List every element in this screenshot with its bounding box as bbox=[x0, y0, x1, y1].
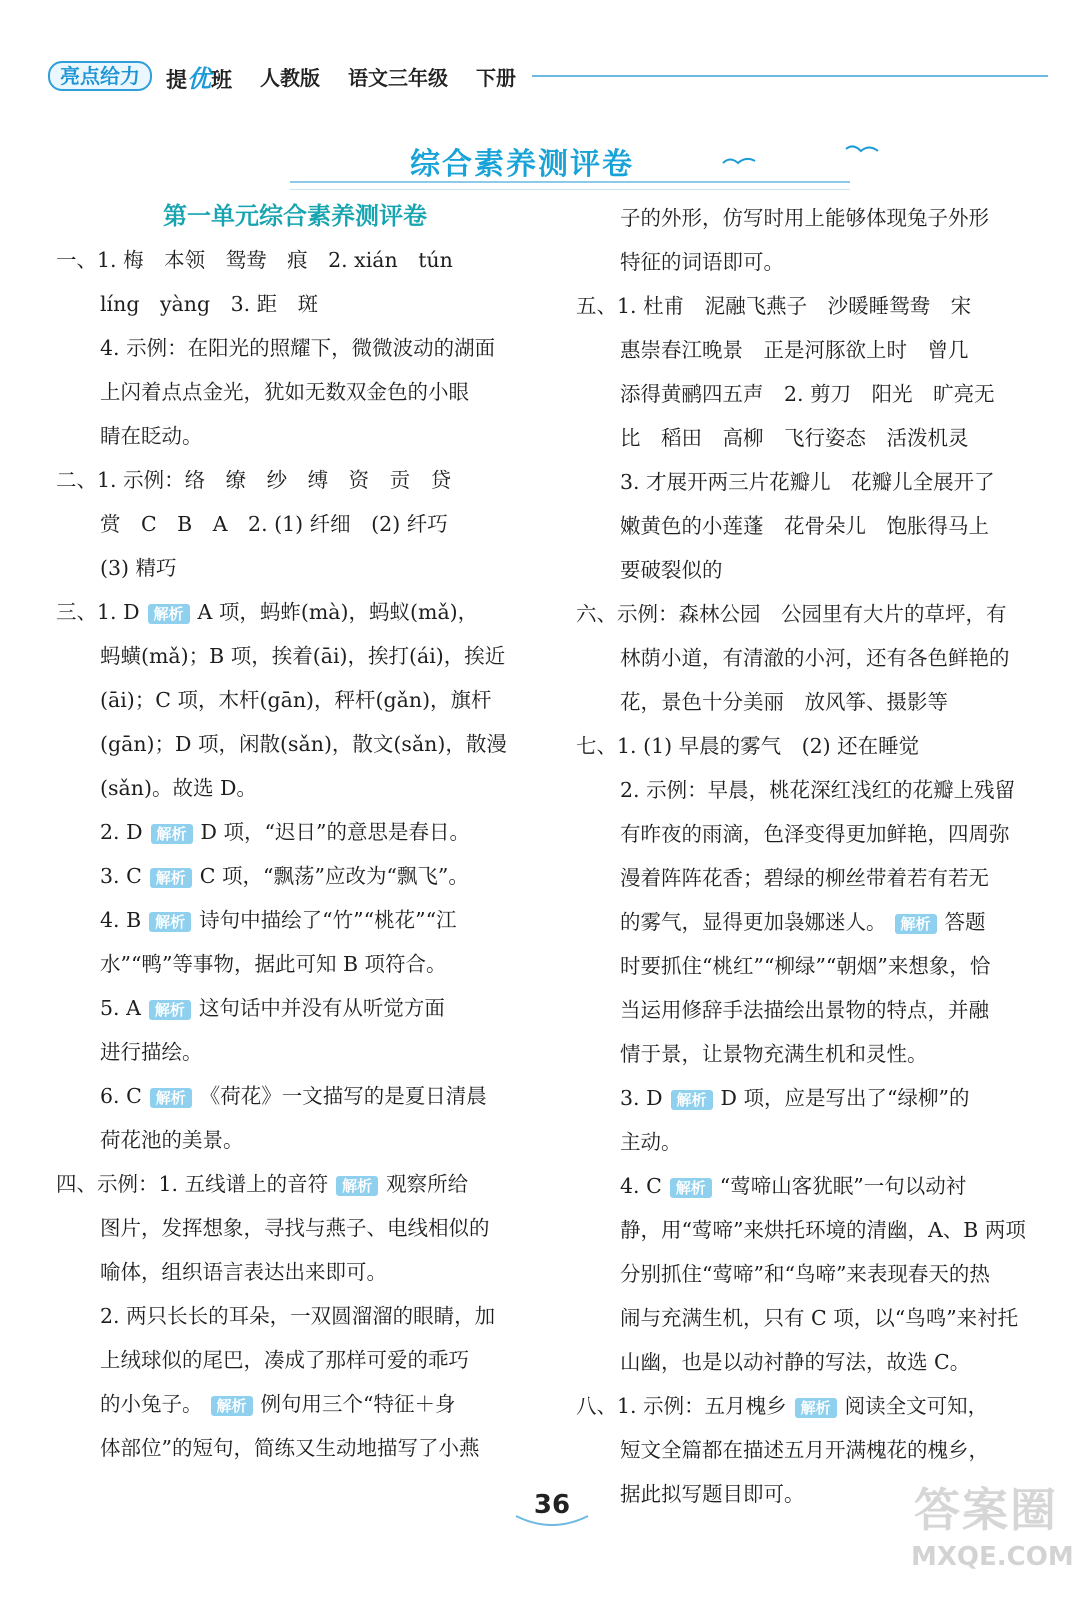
answer-line bbox=[576, 900, 1052, 944]
left-answer-lines bbox=[56, 238, 534, 1470]
analysis-text: 这句话中并没有从听觉方面 bbox=[198, 996, 445, 1020]
analysis-tag: 解析 bbox=[150, 1088, 192, 1108]
answer-text: 体部位”的短句，简练又生动地描写了小燕 bbox=[100, 1436, 480, 1460]
answer-line bbox=[56, 546, 534, 590]
answer-text: líng yàng 3. 距 斑 bbox=[100, 292, 319, 316]
analysis-tag: 解析 bbox=[670, 1178, 712, 1198]
answer-line bbox=[56, 238, 534, 282]
answer-text: 3. 才展开两三片花瓣儿 花瓣儿全展开了 bbox=[620, 470, 995, 494]
watermark-logo: 答案圈 bbox=[914, 1483, 1058, 1537]
answer-line bbox=[576, 1164, 1052, 1208]
answer-line bbox=[56, 766, 534, 810]
left-column bbox=[56, 196, 534, 1470]
analysis-tag: 解析 bbox=[895, 914, 937, 934]
brand-logo: 亮点给力 bbox=[48, 61, 152, 91]
answer-line bbox=[576, 592, 1052, 636]
answer-text: 比 稻田 高柳 飞行姿态 活泼机灵 bbox=[620, 426, 969, 450]
answer-text: 睛在眨动。 bbox=[100, 424, 203, 448]
answer-line bbox=[576, 1208, 1052, 1252]
answer-line bbox=[576, 240, 1052, 284]
series-mid: 优 bbox=[187, 64, 211, 93]
answer-line bbox=[576, 1120, 1052, 1164]
answer-line bbox=[56, 986, 534, 1030]
answer-text: 嫩黄色的小莲蓬 花骨朵儿 饱胀得马上 bbox=[620, 514, 989, 538]
answer-text: 据此拟写题目即可。 bbox=[620, 1482, 805, 1506]
answer-line bbox=[576, 988, 1052, 1032]
analysis-text: 《荷花》一文描写的是夏日清晨 bbox=[199, 1084, 487, 1108]
answer-line bbox=[56, 414, 534, 458]
answer-line bbox=[576, 196, 1052, 240]
answer-line bbox=[56, 1250, 534, 1294]
answer-text: 漫着阵阵花香；碧绿的柳丝带着若有若无 bbox=[620, 866, 989, 890]
answer-line bbox=[576, 1296, 1052, 1340]
answer-text: 3. D bbox=[620, 1086, 663, 1110]
analysis-tag: 解析 bbox=[795, 1398, 837, 1418]
analysis-text: C 项，“飘荡”应改为“飘飞”。 bbox=[199, 864, 469, 888]
answer-text: 五、1. 杜甫 泥融飞燕子 沙暖睡鸳鸯 宋 bbox=[576, 294, 972, 318]
section-title: 综合素养测评卷 bbox=[410, 147, 634, 182]
answer-text: 5. A bbox=[100, 996, 141, 1020]
answer-line bbox=[56, 1118, 534, 1162]
answer-text: 6. C bbox=[100, 1084, 142, 1108]
series-post: 班 bbox=[211, 67, 232, 92]
subject-label: 语文三年级 bbox=[348, 65, 448, 90]
answer-line bbox=[56, 326, 534, 370]
volume-label: 下册 bbox=[476, 65, 516, 90]
answer-text: 图片，发挥想象，寻找与燕子、电线相似的 bbox=[100, 1216, 490, 1240]
analysis-text: D 项，应是写出了“绿柳”的 bbox=[720, 1086, 970, 1110]
answer-line bbox=[576, 1032, 1052, 1076]
answer-text: (gān)；D 项，闲散(sǎn)，散文(sǎn)，散漫 bbox=[100, 732, 507, 756]
analysis-text: 答题 bbox=[944, 910, 986, 934]
answer-line bbox=[576, 1340, 1052, 1384]
answer-text: 惠崇春江晚景 正是河豚欲上时 曾几 bbox=[620, 338, 969, 362]
answer-text: 2. 两只长长的耳朵，一双圆溜溜的眼睛，加 bbox=[100, 1304, 496, 1328]
answer-line bbox=[576, 328, 1052, 372]
answer-text: 喻体，组织语言表达出来即可。 bbox=[100, 1260, 387, 1284]
answer-line bbox=[56, 1074, 534, 1118]
answer-line bbox=[576, 856, 1052, 900]
answer-line bbox=[576, 680, 1052, 724]
answer-line bbox=[56, 634, 534, 678]
answer-text: 有昨夜的雨滴，色泽变得更加鲜艳，四周弥 bbox=[620, 822, 1010, 846]
watermark bbox=[911, 1480, 1074, 1590]
answer-line bbox=[56, 1338, 534, 1382]
answer-text: 的雾气，显得更加袅娜迷人。 bbox=[620, 910, 887, 934]
analysis-tag: 解析 bbox=[671, 1090, 713, 1110]
page-number: 36 bbox=[533, 1490, 571, 1520]
answer-text: 的小兔子。 bbox=[100, 1392, 203, 1416]
answer-text: 2. 示例：早晨，桃花深红浅红的花瓣上残留 bbox=[620, 778, 1016, 802]
answer-line bbox=[56, 458, 534, 502]
answer-line bbox=[576, 636, 1052, 680]
answer-text: (3) 精巧 bbox=[100, 556, 177, 580]
answer-line bbox=[56, 722, 534, 766]
answer-text: 时要抓住“桃红”“柳绿”“朝烟”来想象，恰 bbox=[620, 954, 991, 978]
answer-line bbox=[56, 1294, 534, 1338]
unit-subtitle: 第一单元综合素养测评卷 bbox=[163, 202, 427, 230]
answer-text: 特征的词语即可。 bbox=[620, 250, 784, 274]
answer-line bbox=[576, 812, 1052, 856]
answer-text: 要破裂似的 bbox=[620, 558, 723, 582]
answer-text: 闹与充满生机，只有 C 项，以“鸟鸣”来衬托 bbox=[620, 1306, 1019, 1330]
analysis-tag: 解析 bbox=[211, 1396, 253, 1416]
answer-text: (āi)；C 项，木杆(gān)，秤杆(gǎn)，旗杆 bbox=[100, 688, 492, 712]
header-rule bbox=[532, 75, 1048, 77]
section-title-band bbox=[290, 135, 870, 195]
answer-text: 水”“鸭”等事物，据此可知 B 项符合。 bbox=[100, 952, 447, 976]
right-answer-lines bbox=[576, 196, 1052, 1516]
answer-text: 八、1. 示例：五月槐乡 bbox=[576, 1394, 787, 1418]
answer-line bbox=[56, 942, 534, 986]
answer-line bbox=[56, 370, 534, 414]
series-pre: 提 bbox=[166, 67, 187, 92]
answer-text: 静，用“莺啼”来烘托环境的清幽，A、B 两项 bbox=[620, 1218, 1026, 1242]
answer-text: 短文全篇都在描述五月开满槐花的槐乡， bbox=[620, 1438, 989, 1462]
answer-text: 二、1. 示例：络 缭 纱 缚 资 贡 贷 bbox=[56, 468, 452, 492]
analysis-text: 阅读全文可知， bbox=[844, 1394, 989, 1418]
answer-line bbox=[56, 810, 534, 854]
answer-line bbox=[576, 1252, 1052, 1296]
answer-text: 赏 C B A 2. (1) 纤细 (2) 纤巧 bbox=[100, 512, 448, 536]
bird-icon bbox=[722, 155, 756, 169]
answer-line bbox=[56, 590, 534, 634]
answer-text: 蚂蟥(mǎ)；B 项，挨着(āi)，挨打(ái)，挨近 bbox=[100, 644, 506, 668]
answer-text: 上闪着点点金光，犹如无数双金色的小眼 bbox=[100, 380, 469, 404]
answer-text: 4. B bbox=[100, 908, 142, 932]
answer-text: 七、1. (1) 早晨的雾气 (2) 还在睡觉 bbox=[576, 734, 920, 758]
answer-text: 分别抓住“莺啼”和“鸟啼”来表现春天的热 bbox=[620, 1262, 990, 1286]
answer-text: 林荫小道，有清澈的小河，还有各色鲜艳的 bbox=[620, 646, 1010, 670]
answer-line bbox=[576, 504, 1052, 548]
answer-text: 4. C bbox=[620, 1174, 662, 1198]
answer-line bbox=[576, 372, 1052, 416]
answer-line bbox=[576, 548, 1052, 592]
answer-text: 当运用修辞手法描绘出景物的特点，并融 bbox=[620, 998, 989, 1022]
answer-text: 上绒球似的尾巴，凑成了那样可爱的乖巧 bbox=[100, 1348, 469, 1372]
answer-line bbox=[576, 1076, 1052, 1120]
watermark-url: MXQE.COM bbox=[911, 1542, 1074, 1572]
analysis-tag: 解析 bbox=[148, 604, 190, 624]
answer-text: 花，景色十分美丽 放风筝、摄影等 bbox=[620, 690, 948, 714]
answer-line bbox=[56, 1206, 534, 1250]
answer-text: 3. C bbox=[100, 864, 142, 888]
answer-text: 一、1. 梅 本领 鸳鸯 痕 2. xián tún bbox=[56, 248, 453, 272]
bird-icon bbox=[845, 143, 879, 157]
page-header bbox=[48, 58, 1048, 94]
answer-line bbox=[576, 460, 1052, 504]
analysis-text: 诗句中描绘了“竹”“桃花”“江 bbox=[199, 908, 457, 932]
answer-line bbox=[56, 502, 534, 546]
answer-text: 2. D bbox=[100, 820, 143, 844]
analysis-tag: 解析 bbox=[150, 868, 192, 888]
answer-text: 4. 示例：在阳光的照耀下，微微波动的湖面 bbox=[100, 336, 496, 360]
analysis-tag: 解析 bbox=[149, 912, 191, 932]
page-number-arc bbox=[510, 1512, 594, 1530]
answer-text: 情于景，让景物充满生机和灵性。 bbox=[620, 1042, 928, 1066]
analysis-tag: 解析 bbox=[151, 824, 193, 844]
answer-line bbox=[56, 1162, 534, 1206]
answer-line bbox=[576, 284, 1052, 328]
answer-text: (sǎn)。故选 D。 bbox=[100, 776, 257, 800]
answer-line bbox=[576, 768, 1052, 812]
answer-text: 荷花池的美景。 bbox=[100, 1128, 244, 1152]
analysis-text: 例句用三个“特征＋身 bbox=[260, 1392, 456, 1416]
answer-line bbox=[56, 1426, 534, 1470]
answer-line bbox=[56, 898, 534, 942]
answer-text: 添得黄鹂四五声 2. 剪刀 阳光 旷亮无 bbox=[620, 382, 995, 406]
analysis-text: 观察所给 bbox=[386, 1172, 469, 1196]
answer-line bbox=[576, 944, 1052, 988]
answer-line bbox=[576, 1384, 1052, 1428]
answer-text: 四、示例：1. 五线谱上的音符 bbox=[56, 1172, 329, 1196]
edition-label: 人教版 bbox=[260, 65, 320, 90]
series-name bbox=[166, 59, 232, 94]
answer-line bbox=[576, 416, 1052, 460]
title-underline bbox=[290, 181, 850, 190]
answer-line bbox=[576, 1428, 1052, 1472]
answer-line bbox=[56, 1030, 534, 1074]
answer-text: 子的外形，仿写时用上能够体现兔子外形 bbox=[620, 206, 989, 230]
answer-line bbox=[576, 724, 1052, 768]
analysis-tag: 解析 bbox=[336, 1176, 378, 1196]
answer-text: 六、示例：森林公园 公园里有大片的草坪，有 bbox=[576, 602, 1007, 626]
answer-line bbox=[56, 678, 534, 722]
answer-line bbox=[56, 1382, 534, 1426]
answer-line bbox=[56, 854, 534, 898]
answer-text: 主动。 bbox=[620, 1130, 682, 1154]
analysis-tag: 解析 bbox=[149, 1000, 191, 1020]
answer-line bbox=[56, 282, 534, 326]
answer-text: 三、1. D bbox=[56, 600, 140, 624]
analysis-text: A 项，蚂蚱(mà)，蚂蚁(mǎ)， bbox=[197, 600, 479, 624]
answer-text: 进行描绘。 bbox=[100, 1040, 203, 1064]
right-column bbox=[576, 196, 1052, 1516]
analysis-text: D 项，“迟日”的意思是春日。 bbox=[200, 820, 470, 844]
analysis-text: “莺啼山客犹眠”一句以动衬 bbox=[719, 1174, 967, 1198]
answer-text: 山幽，也是以动衬静的写法，故选 C。 bbox=[620, 1350, 971, 1374]
